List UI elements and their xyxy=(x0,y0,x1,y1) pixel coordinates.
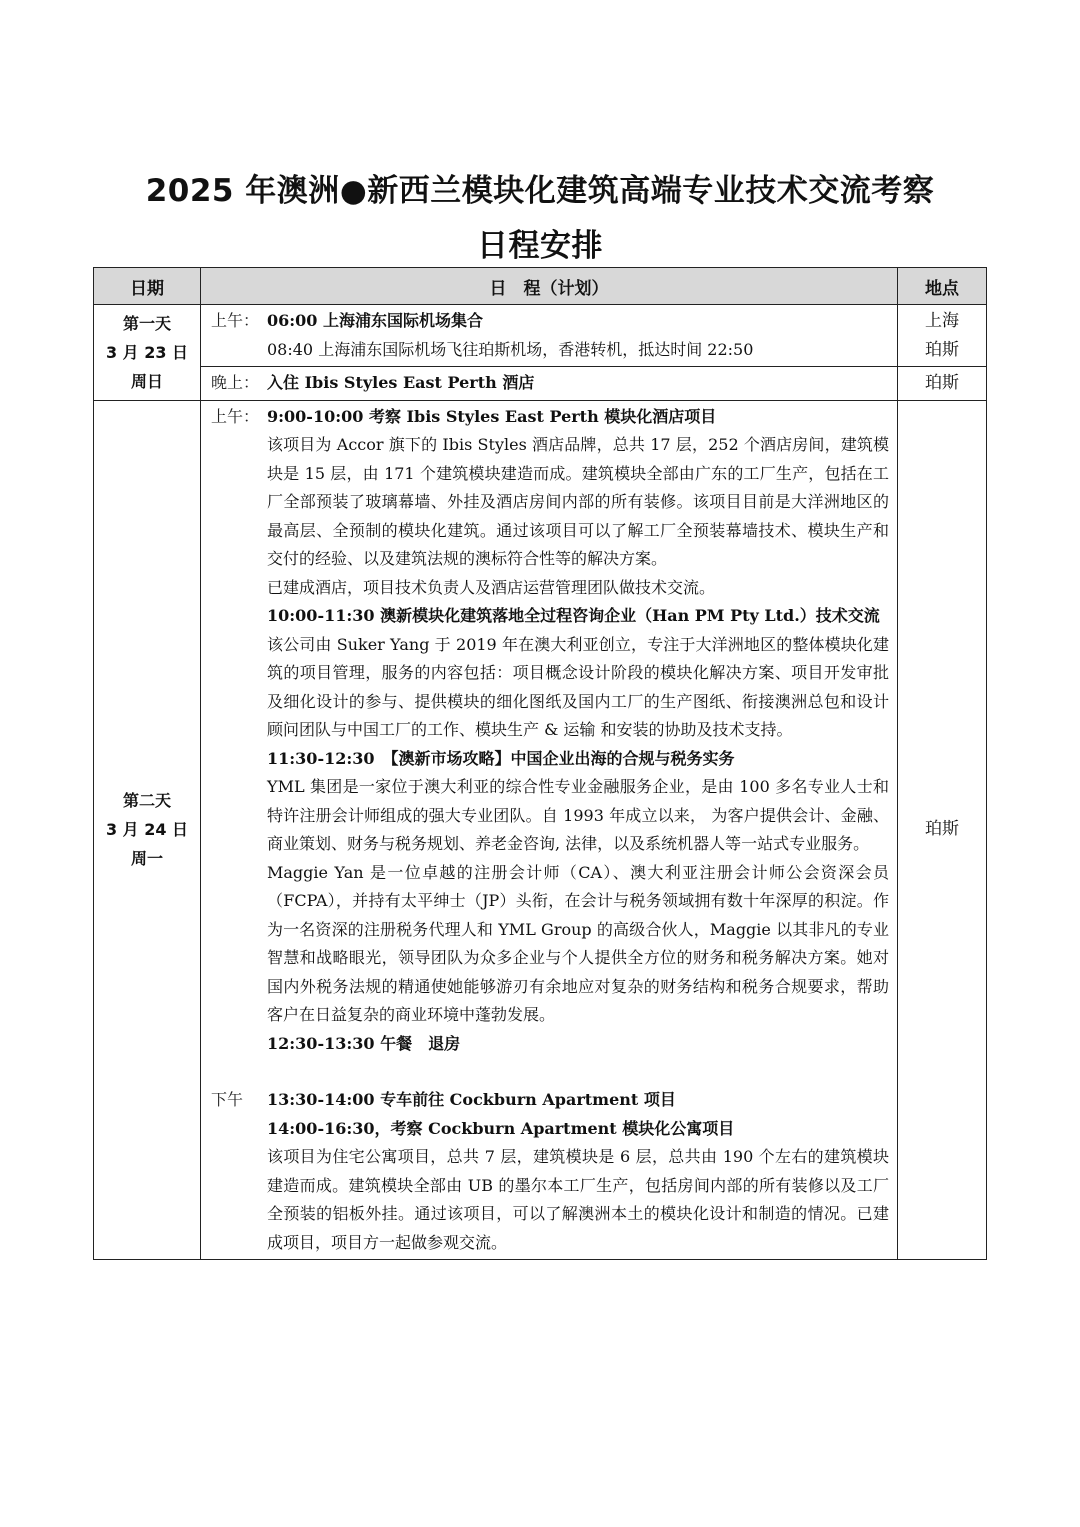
header-date: 日期 xyxy=(94,268,201,305)
day2-s2-desc: 该公司由 Suker Yang 于 2019 年在澳大利亚创立，专注于大洋洲地区的整体模块化建筑的项目管理，服务的内容包括：项目概念设计阶段的模块化解决方案、项目开发审批及细化设计的参与、提供模块的细化图纸及国内工厂的生产图纸、衔接澳洲总包和设计顾问团队与中国工厂的工作、模块生产 & 运输 和安装的协助及技术支持。 xyxy=(267,634,889,739)
day1-am-item1: 06:00 上海浦东国际机场集合 xyxy=(267,311,484,330)
day2-date: 3 月 24 日 xyxy=(105,820,189,840)
day1-am-location xyxy=(898,305,987,367)
day1-am-loc2: 珀斯 xyxy=(925,340,959,360)
day2-row xyxy=(94,400,987,1260)
document-subtitle: 日程安排 xyxy=(477,228,603,264)
document-title: 2025 年澳洲●新西兰模块化建筑高端专业技术交流考察 xyxy=(145,173,935,209)
day1-pm-location: 珀斯 xyxy=(898,367,987,401)
header-schedule: 日 程（计划） xyxy=(201,268,898,305)
day1-weekday: 周日 xyxy=(130,371,163,391)
day1-pm-item: 入住 Ibis Styles East Perth 酒店 xyxy=(267,373,535,392)
day1-morning-row xyxy=(94,305,987,367)
day2-day: 第二天 xyxy=(122,791,171,811)
day2-location: 珀斯 xyxy=(898,400,987,1260)
day2-s1-desc: 该项目为 Accor 旗下的 Ibis Styles 酒店品牌，总共 17 层，252 个酒店房间，建筑模块是 15 层，由 171 个建筑模块建造而成。建筑模块全部由广东的工厂生产，包括在工厂全部预装了玻璃幕墙、外挂及酒店房间内部的所有装修。该项目目前是大洋洲地区的最高层、全预制的模块化建筑。通过该项目可以了解工厂全预装幕墙技术、模块生产和交付的经验、以及建筑法规的澳标符合性等的解决方案。 xyxy=(267,435,889,568)
day1-morning-schedule xyxy=(201,305,898,367)
day1-am-loc1: 上海 xyxy=(925,311,959,331)
day1-evening-schedule xyxy=(201,367,898,401)
day2-s1-title: 9:00-10:00 考察 Ibis Styles East Perth 模块化酒店项目 xyxy=(267,406,717,426)
day2-weekday: 周一 xyxy=(130,849,163,869)
day2-s2-title: 10:00-11:30 澳新模块化建筑落地全过程咨询企业（Han PM Pty Ltd.）技术交流 xyxy=(267,606,880,625)
day2-schedule xyxy=(201,400,898,1260)
day2-s1-note: 已建成酒店，项目技术负责人及酒店运营管理团队做技术交流。 xyxy=(267,577,716,597)
day1-date: 3 月 23 日 xyxy=(105,342,189,362)
day1-evening-row xyxy=(94,367,987,401)
day1-day: 第一天 xyxy=(122,313,171,333)
table-header-row xyxy=(94,268,987,305)
schedule-table xyxy=(93,267,987,1260)
day2-s3-desc: YML 集团是一家位于澳大利亚的综合性专业金融服务企业，是由 100 多名专业人士和特许注册会计师组成的强大专业团队。自 1993 年成立以来， 为客户提供会计、金融、商业策划、财务与税务规划、养老金咨询, 法律，以及系统机器人等一站式专业服务。 xyxy=(267,777,889,853)
day2-s3-bio: Maggie Yan 是一位卓越的注册会计师（CA）、澳大利亚注册会计师公会资深会员（FCPA），并持有太平绅士（JP）头衔，在会计与税务领域拥有数十年深厚的积淀。作为一名资深的注册税务代理人和 YML Group 的高级合伙人，Maggie 以其非凡的专业智慧和战略眼光，领导团队为众多企业与个人提供全方位的财务和税务解决方案。她对国内外税务法规的精通使她能够游刃有余地应对复杂的财务结构和税务合规要求，帮助客户在日益复杂的商业环境中蓬勃发展。 xyxy=(267,862,889,1024)
day2-s5-title: 13:30-14:00 专车前往 Cockburn Apartment 项目 xyxy=(267,1090,676,1109)
day2-date-cell xyxy=(94,400,201,1260)
day2-s4-title: 12:30-13:30 午餐 退房 xyxy=(267,1033,461,1053)
header-location: 地点 xyxy=(898,268,987,305)
day2-s6-desc: 该项目为住宅公寓项目，总共 7 层，建筑模块是 6 层，总共由 190 个左右的建筑模块建造而成。建筑模块全部由 UB 的墨尔本工厂生产，包括房间内部的所有装修以及工厂全预装的铝板外挂。通过该项目，可以了解澳洲本土的模块化设计和制造的情况。已建成项目，项目方一起做参观交流。 xyxy=(267,1147,889,1252)
day1-am-label: 上午： xyxy=(211,311,260,330)
day1-date-cell xyxy=(94,305,201,401)
day2-s3-title: 11:30-12:30 【澳新市场攻略】中国企业出海的合规与税务实务 xyxy=(267,748,735,768)
day2-am-label: 上午： xyxy=(211,406,260,426)
day2-pm-label: 下午 xyxy=(211,1090,244,1109)
day2-s6-title: 14:00-16:30，考察 Cockburn Apartment 模块化公寓项目 xyxy=(267,1118,735,1138)
day1-am-item2: 08:40 上海浦东国际机场飞往珀斯机场，香港转机，抵达时间 22:50 xyxy=(267,339,754,359)
day1-pm-label: 晚上： xyxy=(211,373,260,392)
